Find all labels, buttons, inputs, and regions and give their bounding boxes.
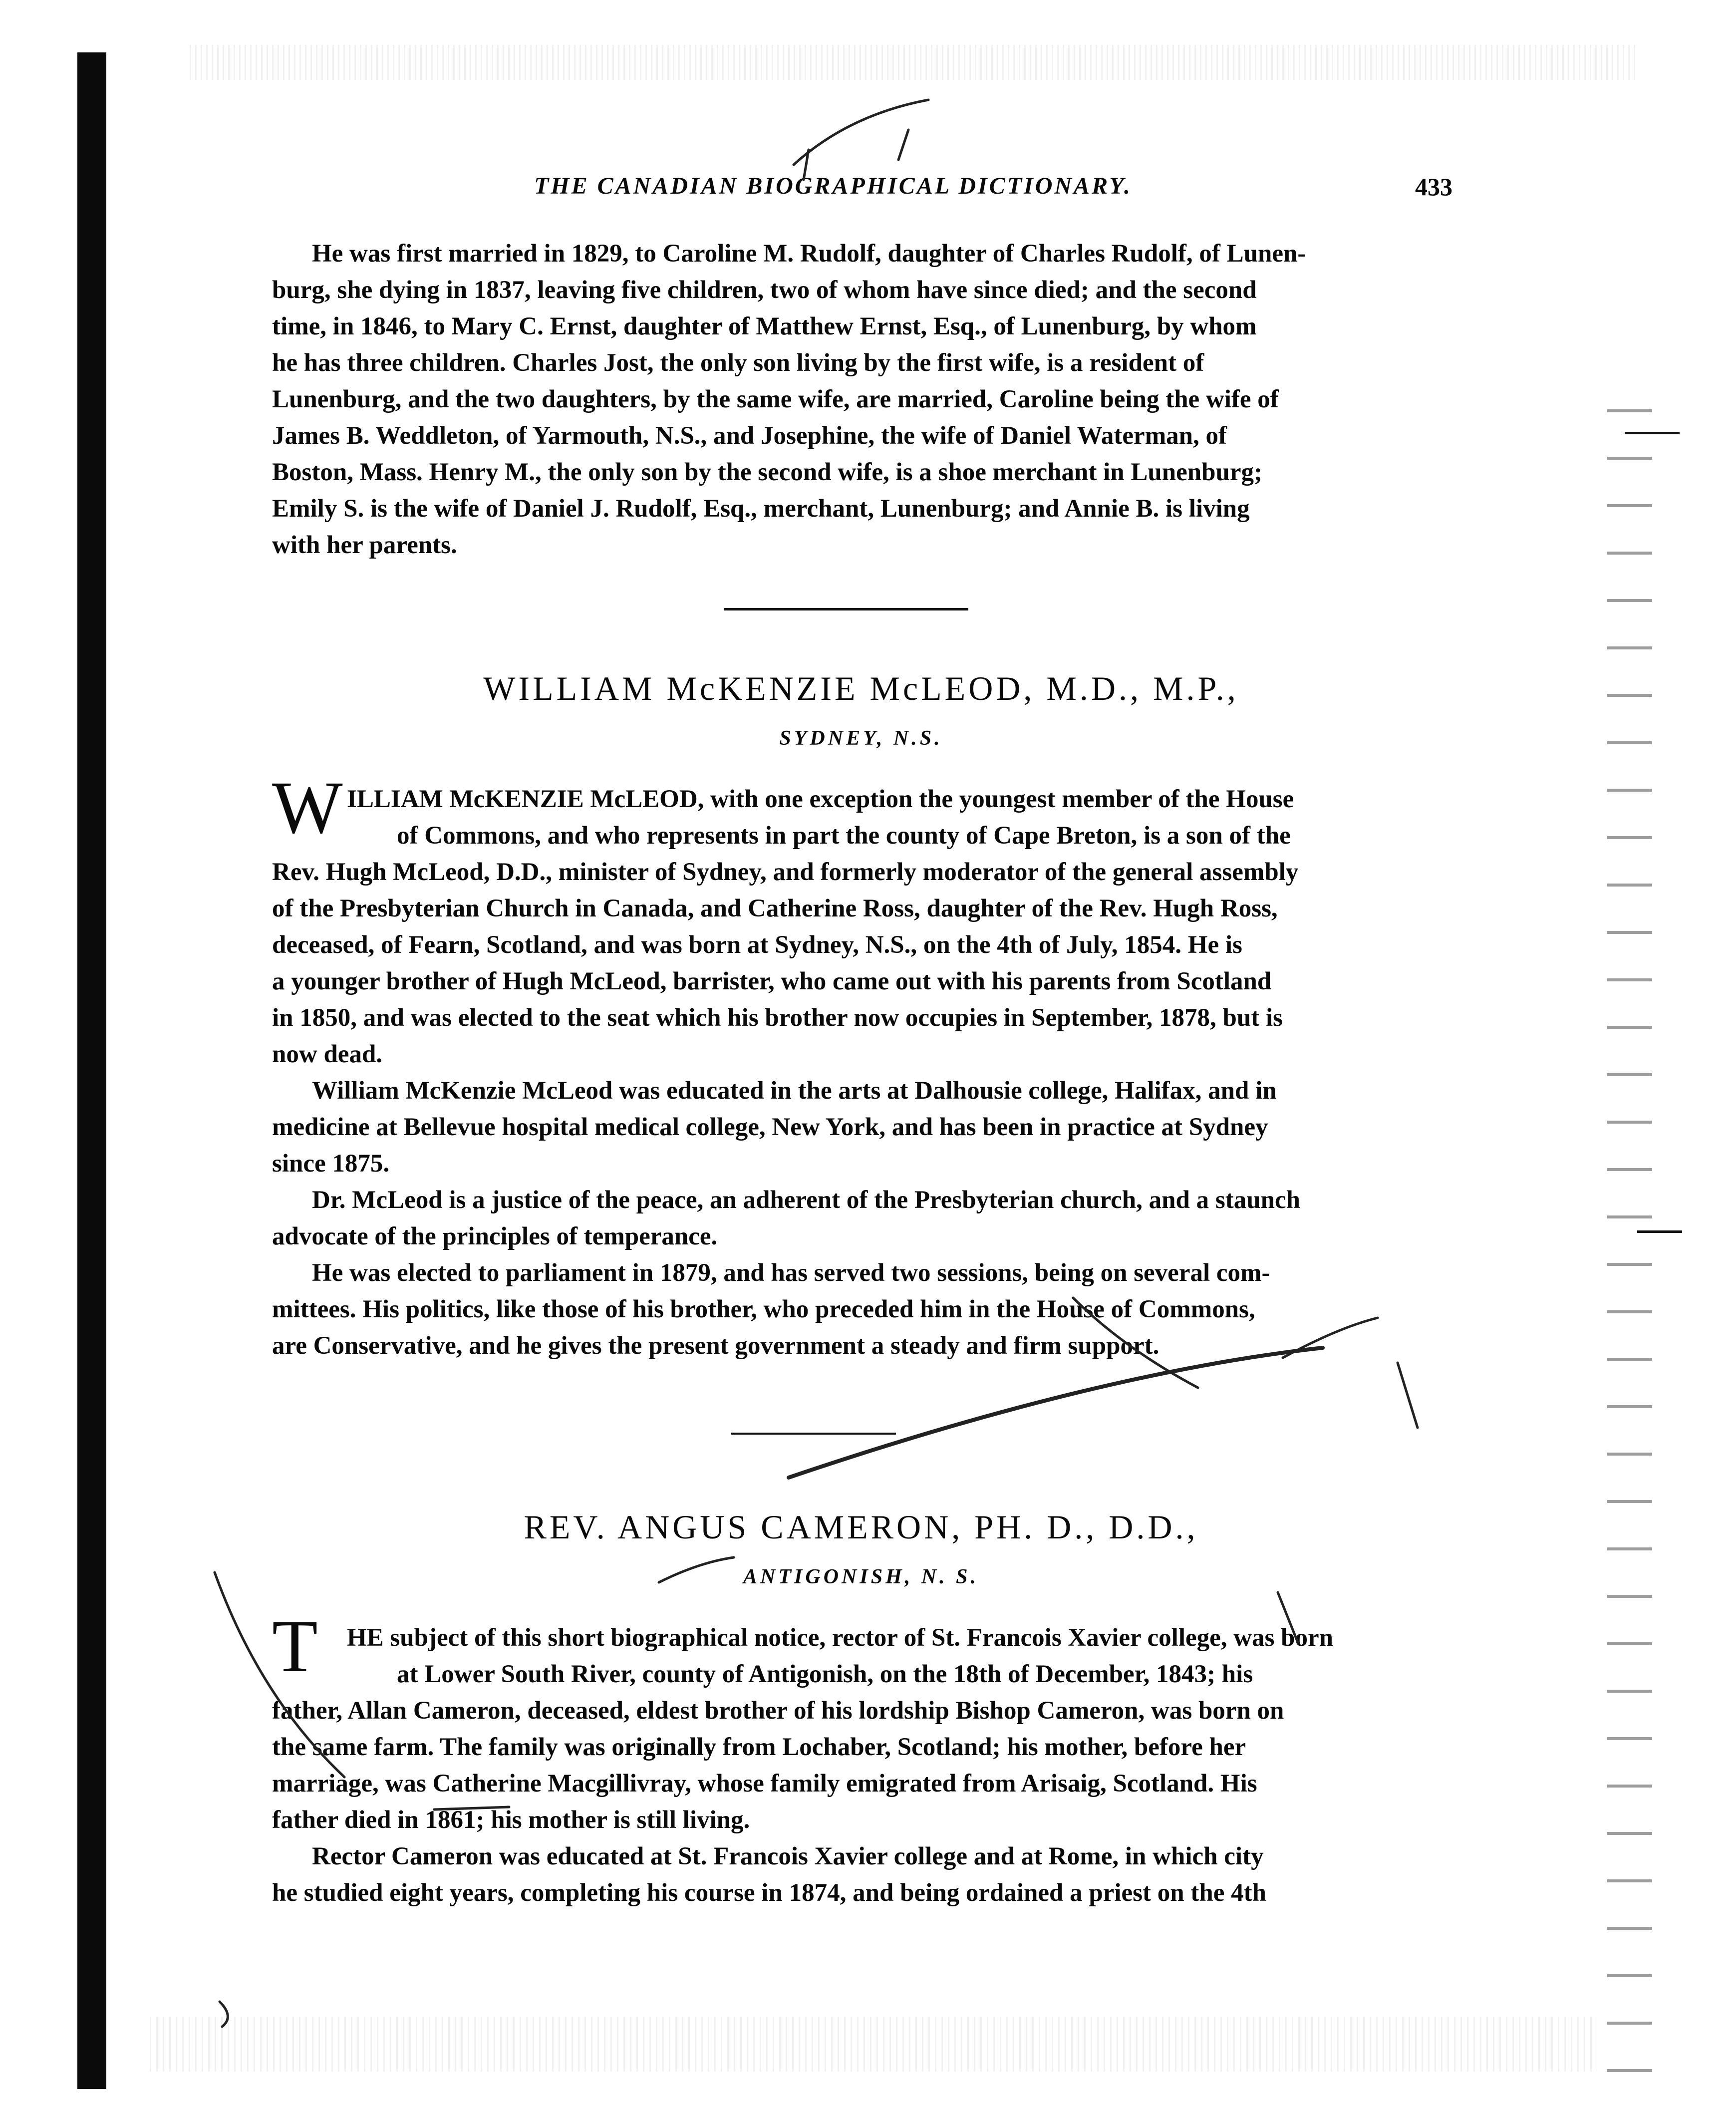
margin-mark <box>1625 432 1680 434</box>
pencil-stroke <box>898 130 908 160</box>
text-line: HE subject of this short biographical notice, rector of St. Francois Xavier college, was born <box>347 1624 1334 1652</box>
text-line: father, Allan Cameron, deceased, eldest brother of his lordship Bishop Cameron, was born on <box>272 1697 1284 1725</box>
scan-noise-bottom <box>150 2017 1597 2072</box>
text-line: deceased, of Fearn, Scotland, and was born at Sydney, N.S., on the 4th of July, 1854. He is <box>272 931 1242 959</box>
text-line: now dead. <box>272 1040 383 1068</box>
section-divider <box>731 1433 896 1435</box>
scan-noise-top <box>190 45 1637 80</box>
pencil-stroke <box>794 100 928 165</box>
text-line: since 1875. <box>272 1150 390 1178</box>
text-line: Emily S. is the wife of Daniel J. Rudolf, Esq., merchant, Lunenburg; and Annie B. is living <box>272 495 1250 523</box>
text-line: medicine at Bellevue hospital medical college, New York, and has been in practice at Sydney <box>272 1113 1268 1141</box>
drop-cap: W <box>272 766 343 849</box>
margin-mark <box>1637 1230 1682 1233</box>
text-line: James B. Weddleton, of Yarmouth, N.S., and Josephine, the wife of Daniel Waterman, of <box>272 422 1227 450</box>
intro-paragraph <box>272 236 1450 564</box>
text-line: marriage, was Catherine Macgillivray, whose family emigrated from Arisaig, Scotland. His <box>272 1770 1257 1798</box>
adjacent-page-edge <box>1607 389 1652 2087</box>
text-line: burg, she dying in 1837, leaving five children, two of whom have since died; and the second <box>272 276 1257 304</box>
biography-cameron <box>272 1605 1450 1911</box>
text-line: William McKenzie McLeod was educated in the arts at Dalhousie college, Halifax, and in <box>312 1077 1277 1105</box>
biography-mcleod <box>272 766 1450 1364</box>
text-line: he has three children. Charles Jost, the only son living by the first wife, is a resident of <box>272 349 1204 377</box>
section-divider <box>724 608 968 610</box>
text-line: at Lower South River, county of Antigonish, on the 18th of December, 1843; his <box>397 1660 1253 1688</box>
text-line: father died in 1861; his mother is still living. <box>272 1806 750 1834</box>
running-title: THE CANADIAN BIOGRAPHICAL DICTIONARY. <box>534 173 1132 199</box>
text-line: Rector Cameron was educated at St. Francois Xavier college and at Rome, in which city <box>312 1842 1264 1870</box>
drop-cap: T <box>272 1605 318 1688</box>
text-line: of the Presbyterian Church in Canada, and Catherine Ross, daughter of the Rev. Hugh Ross, <box>272 895 1278 922</box>
text-line: He was first married in 1829, to Caroline M. Rudolf, daughter of Charles Rudolf, of Lunen- <box>312 240 1306 268</box>
pencil-stroke <box>1398 1363 1418 1428</box>
text-line: of Commons, and who represents in part the county of Cape Breton, is a son of the <box>397 822 1291 850</box>
text-line: Dr. McLeod is a justice of the peace, an adherent of the Presbyterian church, and a staunch <box>312 1186 1300 1214</box>
text-line: Lunenburg, and the two daughters, by the same wife, are married, Caroline being the wife of <box>272 385 1279 413</box>
text-line: time, in 1846, to Mary C. Ernst, daughter of Matthew Ernst, Esq., of Lunenburg, by whom <box>272 312 1257 340</box>
text-line: a younger brother of Hugh McLeod, barrister, who came out with his parents from Scotland <box>272 967 1272 995</box>
text-line: advocate of the principles of temperance. <box>272 1222 718 1250</box>
page-number: 433 <box>1415 173 1452 201</box>
text-line: Boston, Mass. Henry M., the only son by the second wife, is a shoe merchant in Lunenburg; <box>272 458 1262 486</box>
text-line: in 1850, and was elected to the seat which his brother now occupies in September, 1878, but is <box>272 1004 1283 1032</box>
text-line: the same farm. The family was originally from Lochaber, Scotland; his mother, before her <box>272 1733 1246 1761</box>
text-line: with her parents. <box>272 531 457 559</box>
text-line: ILLIAM McKENZIE McLEOD, with one exception the youngest member of the House <box>347 785 1294 813</box>
running-head <box>270 172 1452 207</box>
text-line: are Conservative, and he gives the present government a steady and firm support. <box>272 1332 1159 1360</box>
pencil-stroke <box>789 1348 1323 1478</box>
entry-heading: WILLIAM McKENZIE McLEOD, M.D., M.P., <box>483 669 1239 707</box>
text-line: Rev. Hugh McLeod, D.D., minister of Sydney, and formerly moderator of the general assembly <box>272 858 1299 886</box>
text-line: mittees. His politics, like those of his brother, who preceded him in the House of Commons, <box>272 1295 1255 1323</box>
scan-binding-shadow <box>77 52 106 2089</box>
entry-place: ANTIGONISH, N. S. <box>743 1565 979 1588</box>
entry-heading: REV. ANGUS CAMERON, PH. D., D.D., <box>524 1508 1198 1546</box>
text-line: He was elected to parliament in 1879, and has served two sessions, being on several com- <box>312 1259 1270 1287</box>
text-line: he studied eight years, completing his course in 1874, and being ordained a priest on the 4th <box>272 1879 1266 1907</box>
entry-place: SYDNEY, N.S. <box>779 727 943 750</box>
